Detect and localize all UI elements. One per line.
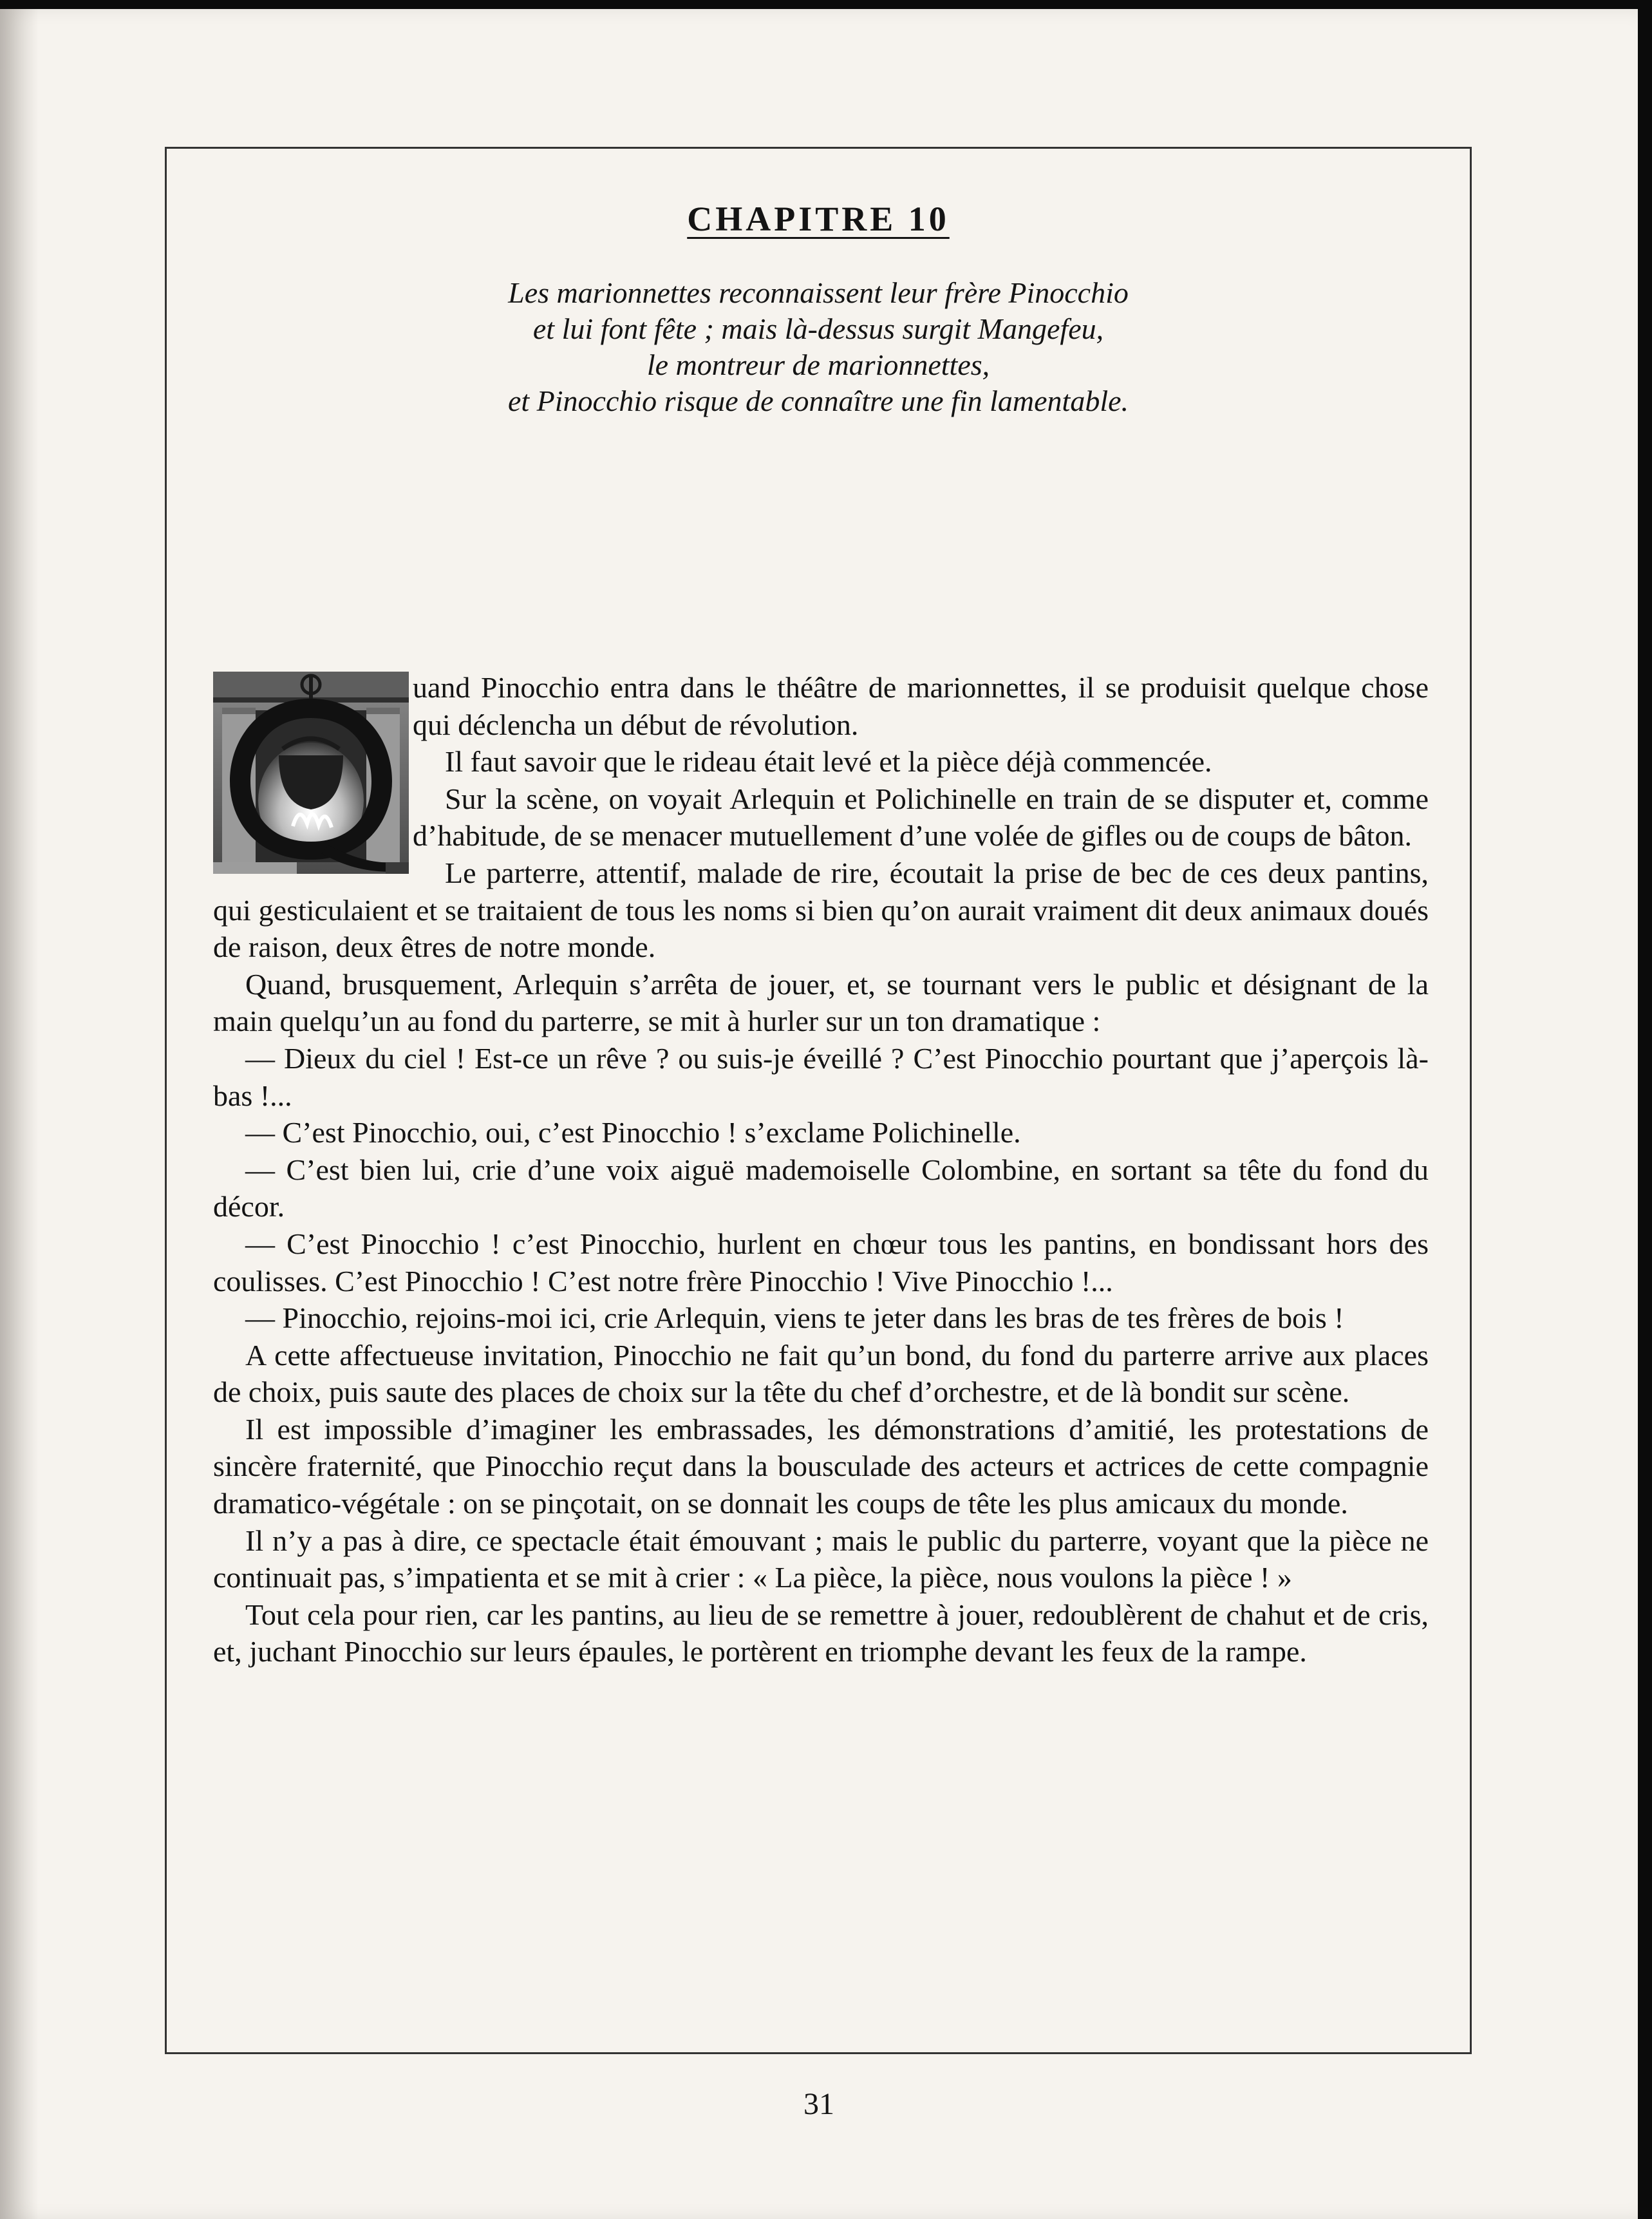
paragraph: uand Pinocchio entra dans le théâtre de marionnettes, il se produisit quelque chose qui déclencha un début de révolution. [413,671,1429,741]
chapter-title [167,202,1470,236]
text-frame [165,147,1472,2054]
summary-line: Les marionnettes reconnaissent leur frère Pinocchio [508,276,1129,309]
paragraph: A cette affectueuse invitation, Pinocchio ne fait qu’un bond, du fond du parterre arrive aux places de choix, puis saute des places de choix sur la tête du chef d’orchestre, et de là bondit sur scène. [213,1338,1429,1409]
paragraph: — C’est Pinocchio ! c’est Pinocchio, hurlent en chœur tous les pantins, en bondissant hors des coulisses. C’est Pinocchio ! C’est notre frère Pinocchio ! Vive Pinocchio !... [213,1227,1429,1298]
paragraph: Sur la scène, on voyait Arlequin et Polichinelle en train de se disputer et, comme d’habitude, de se menacer mutuellement d’une volée de gifles ou de coups de bâton. [413,782,1429,853]
paragraph: Il n’y a pas à dire, ce spectacle était émouvant ; mais le public du parterre, voyant que la pièce ne continuait pas, s’impatienta et se mit à crier : « La pièce, la pièce, nous voulons la pièce ! » [213,1524,1429,1594]
book-page [0,9,1638,2219]
chapter-body [213,669,1429,1670]
summary-line: le montreur de marionnettes, [646,348,990,381]
paragraph: Le parterre, attentif, malade de rire, écoutait la prise de bec de ces deux pantins, qui gesticulaient et se traitaient de tous les noms si bien qu’on aurait vraiment dit deux animaux doués de raison, deux êtres de notre monde. [213,856,1429,964]
summary-line: et lui font fête ; mais là-dessus surgit Mangefeu, [532,312,1104,345]
paragraph: — Pinocchio, rejoins-moi ici, crie Arlequin, viens te jeter dans les bras de tes frères de bois ! [245,1301,1344,1335]
paragraph: — C’est Pinocchio, oui, c’est Pinocchio ! s’exclame Polichinelle. [245,1116,1021,1149]
chapter-summary [167,275,1470,419]
drop-cap-illustration [213,672,409,874]
summary-line: et Pinocchio risque de connaître une fin lamentable. [507,384,1129,417]
paragraph: — C’est bien lui, crie d’une voix aiguë mademoiselle Colombine, en sortant sa tête du fond du décor. [213,1153,1429,1223]
gutter-shadow [0,9,39,2219]
cauldron-fireplace-icon [213,672,409,874]
paragraph: Quand, brusquement, Arlequin s’arrêta de jouer, et, se tournant vers le public et désignant de la main quelqu’un au fond du parterre, se mit à hurler sur un ton dramatique : [213,967,1429,1038]
paragraph: Il est impossible d’imaginer les embrassades, les démonstrations d’amitié, les protestations de sincère fraternité, que Pinocchio reçut dans la bousculade des acteurs et actrices de cette compagnie dramatico-végétale : on se pinçotait, on se donnait les coups de tête les plus amicaux du monde. [213,1412,1429,1520]
paragraph: Il faut savoir que le rideau était levé et la pièce déjà commencée. [445,745,1212,779]
page-number: 31 [803,2087,834,2121]
paragraph: Tout cela pour rien, car les pantins, au lieu de se remettre à jouer, redoublèrent de chahut et de cris, et, juchant Pinocchio sur leurs épaules, le portèrent en triomphe devant les feux de la rampe. [213,1598,1429,1668]
chapter-title-text: CHAPITRE 10 [687,200,950,238]
paragraph: — Dieux du ciel ! Est-ce un rêve ? ou suis-je éveillé ? C’est Pinocchio pourtant que j’aperçois là-bas !... [213,1041,1429,1112]
